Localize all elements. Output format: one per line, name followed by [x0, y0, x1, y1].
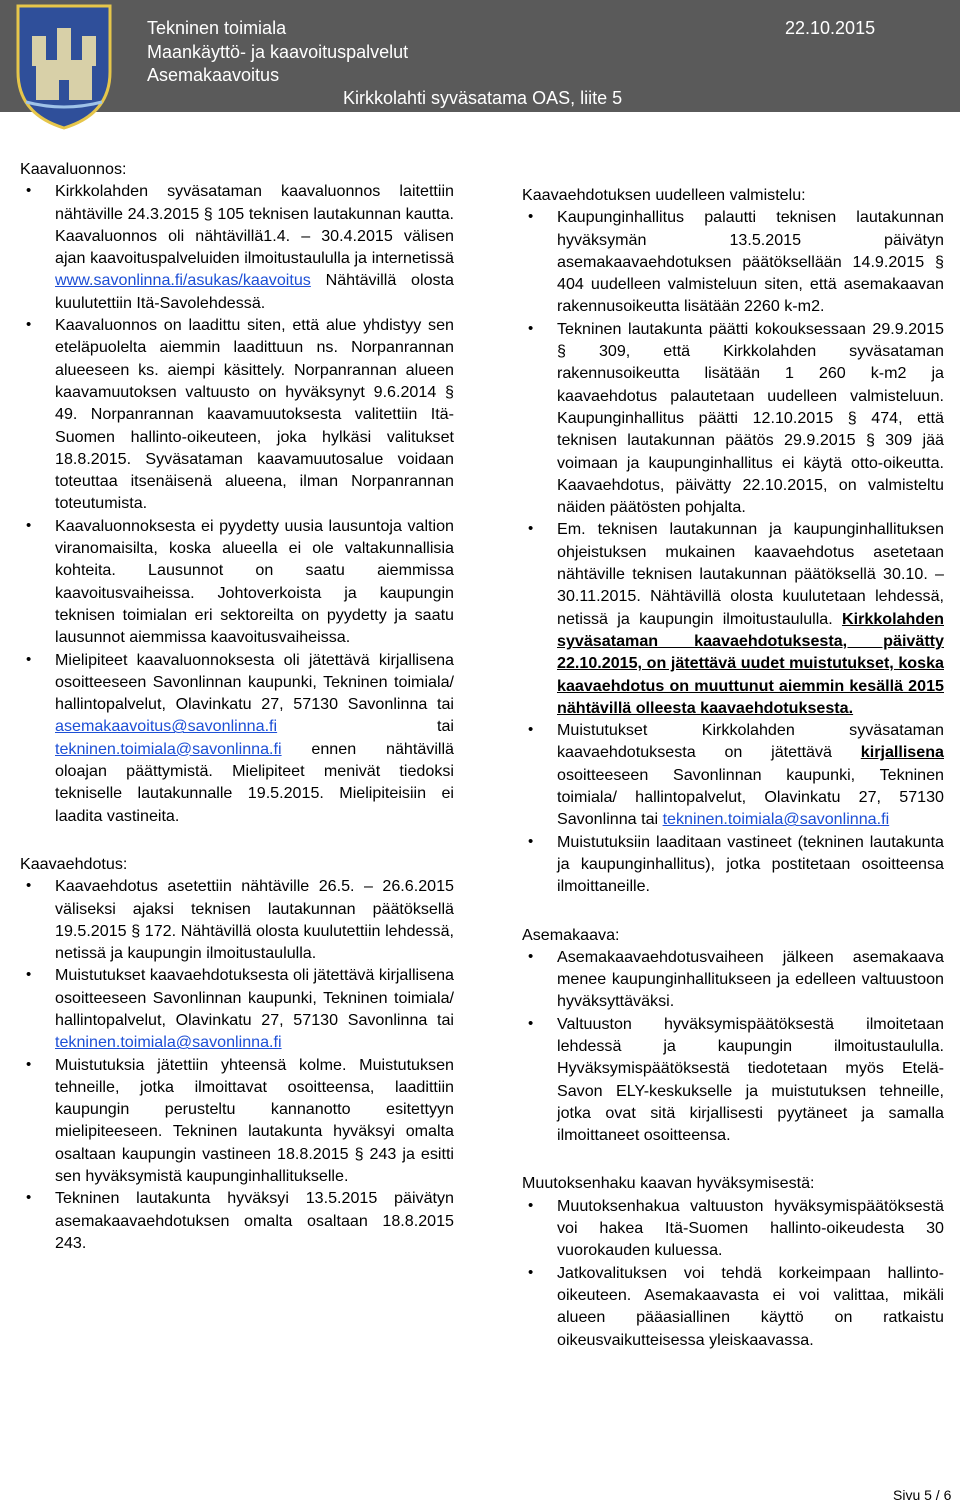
muutoksenhaku-list [522, 1195, 944, 1351]
list-item [522, 719, 944, 830]
list-item: • Muutoksenhakua valtuuston hyväksymispäätöksestä voi hakea Itä-Suomen hallinto-oikeudesta 30 vuorokauden kuluessa. [522, 1195, 944, 1262]
tekninen-email-link[interactable]: tekninen.toimiala@savonlinna.fi [55, 739, 282, 758]
list-item: • Kaupunginhallitus palautti teknisen lautakunnan hyväksymän 13.5.2015 päivätyn asemakaavaehdotuksen päätöksellään 14.9.2015 § 404 uudelleen valmisteluun siten, että asemakaavan rakennusoikeutta lisätään 2260 k-m2. [522, 206, 944, 317]
header-org: Tekninen toimiala [147, 18, 287, 38]
emphasis-text: Kirkkolahden syväsataman kaavaehdotuksesta, päivätty 22.10.2015, on jätettävä uudet muistutukset, koska kaavaehdotus on muuttunut aiemmin kesällä 2015 nähtävillä olleesta kaavaehdotuksesta. [557, 609, 944, 717]
header-doc-title: Kirkkolahti syväsatama OAS, liite 5 [343, 88, 623, 108]
list-item: • Muistutuksia jätettiin yhteensä kolme. Muistutuksen tehneille, jotka ilmoittavat osoitteensa, laadittiin kaupungin perusteltu kannanotto esitettyyn mielipiteeseen. Tekninen lautakunta hyväksyi omalta osaltaan kaupungin vastineen 18.8.2015 § 243 ja esitti sen hyväksymistä kaupunginhallitukselle. [20, 1054, 454, 1188]
item-text: Muistutukset Kirkkolahden syväsataman kaavaehdotuksesta on jätettävä [557, 721, 944, 762]
item-text: Muistutukset kaavaehdotuksesta oli jätettävä kirjallisena osoitteeseen Savonlinnan kaupunki, Tekninen toimiala/ hallintopalvelut, Olavinkatu 27, 57130 Savonlinna tai [55, 966, 454, 1029]
item-text: ennen nähtävillä oloajan päättymistä. Mielipiteet menivät tiedoksi tekniselle lautakunnalle 19.5.2015. Mielipiteisiin ei laadita vastineita. [55, 739, 454, 825]
list-item [20, 180, 454, 314]
item-text: Nähtävillä olosta kuulutettiin Itä-Savolehdessä. [55, 271, 454, 312]
kaavaluonnos-list [20, 180, 454, 827]
list-item [20, 649, 454, 827]
left-column [20, 158, 454, 1280]
item-text: tai [277, 717, 454, 736]
list-item: • Kaavaluonnos on laadittu siten, että alue yhdistyy sen eteläpuolelta aiemmin laadittuun ns. Norpanrannan alueeseen ks. aiempi käsittely. Norpanrannan alueen kaavamuutoksen valtuusto on hyväksynyt 9.6.2014 § 49. Norpanrannan kaavamuutoksesta valitettiin Itä-Suomen hallinto-oikeuteen, joka hylkäsi valitukset 18.8.2015. Syväsataman kaavamuutosalue voidaan toteuttaa itsenäisenä alueena, ilman Norpanrannan toteutumista. [20, 314, 454, 515]
header-dept: Asemakaavoitus [147, 65, 280, 85]
item-text: Em. teknisen lautakunnan ja kaupunginhallituksen ohjeistuksen mukainen kaavaehdotus asetetaan nähtäville teknisen lautakunnan päätöksellä 30.10. – 30.11.2015. Nähtävillä olosta kuulutetaan lehdessä, netissä ja kaupungin ilmoitustaululla. [557, 520, 944, 628]
header-date: 22.10.2015 [785, 18, 876, 38]
right-column [522, 184, 944, 1377]
list-item: • Kaavaehdotus asetettiin nähtäville 26.5. – 26.6.2015 väliseksi ajaksi teknisen lautakunnan päätöksellä 19.5.2015 § 172. Nähtävillä olosta kuulutettiin lehdessä, netissä ja kaupungin ilmoitustaululla. [20, 875, 454, 964]
item-text: osoitteeseen Savonlinnan kaupunki, Tekninen toimiala/ hallintopalvelut, Olavinkatu 27, 57130 Savonlinna tai [557, 765, 944, 829]
list-item [522, 518, 944, 719]
list-item: • Tekninen lautakunta hyväksyi 13.5.2015 päivätyn asemakaavaehdotuksen omalta osaltaan 18.8.2015 243. [20, 1187, 454, 1254]
asemakaava-list [522, 946, 944, 1147]
list-item: • Muistutuksiin laaditaan vastineet (tekninen lautakunta ja kaupunginhallitus), jotka postitetaan osoitteensa ilmoittaneille. [522, 831, 944, 898]
emphasis-text: kirjallisena [860, 743, 944, 762]
section-title-kaavaehdotus: Kaavaehdotus: [20, 854, 128, 873]
list-item: • Valtuuston hyväksymispäätöksestä ilmoitetaan lehdessä ja kaupungin ilmoitustaululla. Hyväksymispäätöksestä tiedotetaan myös Etelä-Savon ELY-keskukselle ja muistutuksen tehneille, jotka ovat sitä kirjallisesti pyytäneet ja samalla ilmoittaneet osoitteensa. [522, 1013, 944, 1147]
page-header [0, 0, 960, 140]
kaavaehdotus-list [20, 875, 454, 1254]
list-item: • Tekninen lautakunta päätti kokouksessaan 29.9.2015 § 309, että Kirkkolahden syväsataman rakennusoikeutta lisätään 1 260 k-m2 ja kaavaehdotus palautetaan uudelleen valmisteluun. Kaupunginhallitus päätti 12.10.2015 § 474, että teknisen lautakunnan päätös 29.9.2015 § 309 jää voimaan ja kaupunginhallitus ei käytä otto-oikeutta. Kaavaehdotus, päivätty 22.10.2015, on valmisteltu näiden päätösten pohjalta. [522, 318, 944, 519]
kaavoitus-link[interactable]: www.savonlinna.fi/asukas/kaavoitus [55, 271, 311, 290]
section-title-valmistelu: Kaavaehdotuksen uudelleen valmistelu: [522, 186, 806, 204]
header-unit: Maankäyttö- ja kaavoituspalvelut [147, 42, 409, 62]
item-text: Mielipiteet kaavaluonnoksesta oli jätettävä kirjallisena osoitteeseen Savonlinnan kaupunki, Tekninen toimiala/ hallintopalvelut, Olavinkatu 27, 57130 Savonlinna tai [55, 650, 454, 714]
asemakaavoitus-email-link[interactable]: asemakaavoitus@savonlinna.fi [55, 717, 278, 736]
valmistelu-list [522, 206, 944, 897]
list-item: • Jatkovalituksen voi tehdä korkeimpaan hallinto-oikeuteen. Asemakaavasta ei voi valittaa, mikäli alueen pääasiallinen käyttö on ratkaistu oikeusvaikutteisessa yleiskaavassa. [522, 1262, 944, 1351]
section-title-asemakaava: Asemakaava: [522, 925, 620, 944]
page-number: Sivu 5 / 6 [893, 1487, 952, 1503]
section-title-kaavaluonnos: Kaavaluonnos: [20, 160, 127, 178]
city-crest-icon [14, 2, 114, 130]
tekninen-email-link[interactable]: tekninen.toimiala@savonlinna.fi [662, 810, 890, 829]
list-item: • Kaavaluonnoksesta ei pyydetty uusia lausuntoja valtion viranomaisilta, koska alueella ei ole valtakunnallisia kohteita. Lausunnot on saatu aiemmissa kaavoitusvaiheissa. Johtoverkoista ja kaupungin teknisen toimialan eri sektoreilta on pyydetty ja saatu lausunnot aiemmissa kaavoitusvaiheissa. [20, 515, 454, 649]
item-text: Kirkkolahden syväsataman kaavaluonnos laitettiin nähtäville 24.3.2015 § 105 teknisen lautakunnan kautta. Kaavaluonnos oli nähtävillä1.4. – 30.4.2015 välisen ajan kaavoituspalveluiden ilmoitustaululla ja internetissä [55, 182, 454, 268]
list-item: • Asemakaavaehdotusvaiheen jälkeen asemakaava menee kaupunginhallitukseen ja edelleen valtuustoon hyväksyttäväksi. [522, 946, 944, 1013]
tekninen-email-link[interactable]: tekninen.toimiala@savonlinna.fi [55, 1033, 282, 1052]
list-item [20, 964, 454, 1053]
section-title-muutoksenhaku: Muutoksenhaku kaavan hyväksymisestä: [522, 1174, 815, 1193]
